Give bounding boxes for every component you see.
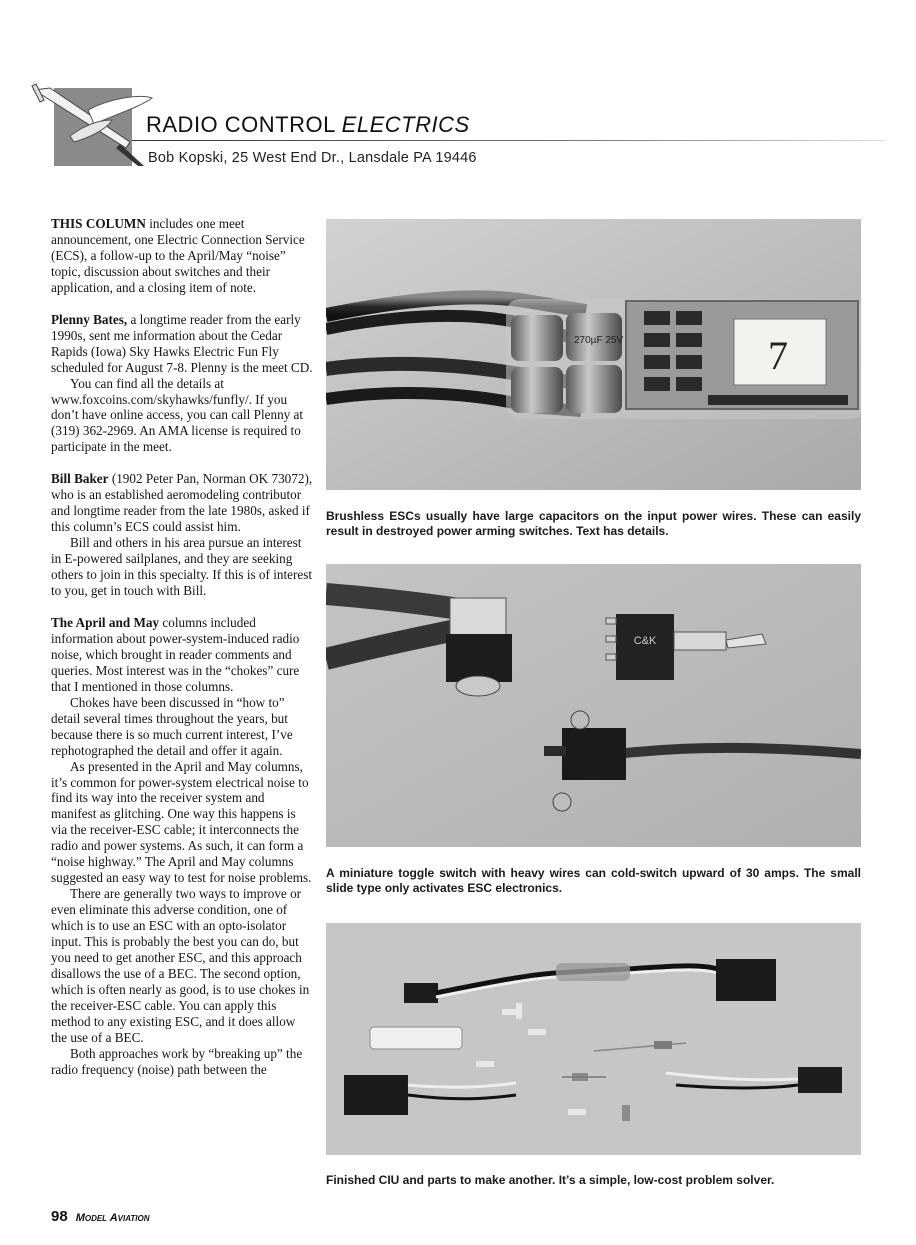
esc-number-label: 7 [768,333,788,378]
paragraph-text: (1902 Peter Pan, Norman OK 73072), who is an established aeromodeling contributor and longtime reader from the late 1980s, asked if this column’s ECS could assist him. [51,471,313,535]
article-paragraph [51,312,313,376]
article-paragraph: There are generally two ways to improve or even eliminate this adverse condition, one of which is to use an ESC with an opto-isolator input. This is probably the best you can do, but you need to get another ESC, and this approach disallows the use of a BEC. The second option, which is often nearly as good, is to use chokes in the receiver-ESC cable. You can apply this method to any existing ESC, and it does allow the use of a BEC. [51,886,310,1045]
article-paragraph: Chokes have been discussed in “how to” detail several times throughout the years, but because there is so much current interest, I’ve rephotographed the detail and offer it again. [51,694,293,758]
esc-illustration [326,219,861,490]
column-title [146,112,470,138]
paragraph-text: includes one meet announcement, one Electric Connection Service (ECS), a follow-up to the April/May “noise” topic, discussion about switches and their application, and a closing item of note. [51,216,305,295]
photo-ciu-parts [326,923,861,1155]
page-number: 98 [51,1208,68,1225]
article-paragraph [51,216,313,296]
article-paragraph [51,615,313,695]
page-footer [51,1208,150,1226]
switches-illustration [326,564,861,847]
paragraph-lead: Plenny Bates, [51,311,128,327]
article-paragraph [51,471,313,535]
article-paragraph: Both approaches work by “breaking up” the radio frequency (noise) path between the [51,1045,303,1077]
paragraph-text: a longtime reader from the early 1990s, sent me information about the Cedar Rapids (Iowa) Sky Hawks Electric Fun Fly scheduled for August 7-8. Plenny is the meet CD. [51,311,313,375]
magazine-name: Model Aviation [75,1212,150,1224]
paragraph-lead: The April and May [51,614,160,630]
photo-caption-1: Brushless ESCs usually have large capacitors on the input power wires. These can easily result in destroyed power arming switches. Text has details. [326,509,861,538]
photo-brushless-esc [326,219,861,490]
author-byline: Bob Kopski, 25 West End Dr., Lansdale PA 19446 [148,150,477,166]
photo-switches [326,564,861,847]
article-paragraph: Bill and others in his area pursue an interest in E-powered sailplanes, and they are seeking others to join in this specialty. If this is of interest to you, get in touch with Bill. [51,535,313,599]
paragraph-lead: THIS COLUMN [51,216,146,231]
capacitor-label: 270µF 25V [574,335,624,346]
column-title-main: RADIO CONTROL [146,112,342,137]
paragraph-lead: Bill Baker [51,471,109,487]
ciu-illustration [326,923,861,1155]
glider-logo-icon [30,80,160,170]
switch-brand-label: C&K [633,635,657,647]
photo-caption-2: A miniature toggle switch with heavy wires can cold-switch upward of 30 amps. The small slide type only activates ESC electronics. [326,866,861,895]
paragraph-text: columns included information about power-system-induced radio noise, which brought in reader comments and queries. Most interest was in the “chokes” cure that I mentioned in those columns. [51,614,300,694]
column-title-emphasis: ELECTRICS [341,112,470,137]
article-column [51,216,313,1078]
photo-caption-3: Finished CIU and parts to make another. It’s a simple, low-cost problem solver. [326,1173,775,1187]
article-paragraph: You can find all the details at www.foxcoins.com/skyhawks/funfly/. If you don’t have online access, you can call Plenny at (319) 362-2969. An AMA license is required to participate in the meet. [51,375,304,455]
article-paragraph: As presented in the April and May columns, it’s common for power-system electrical noise to find its way into the receiver system and manifest as glitching. One way this happens is via the receiver-ESC cable; it interconnects the radio and power systems. As such, it can form a “noise highway.” The April and May columns suggested an easy way to test for noise problems. [51,758,312,886]
header-divider [132,140,884,141]
